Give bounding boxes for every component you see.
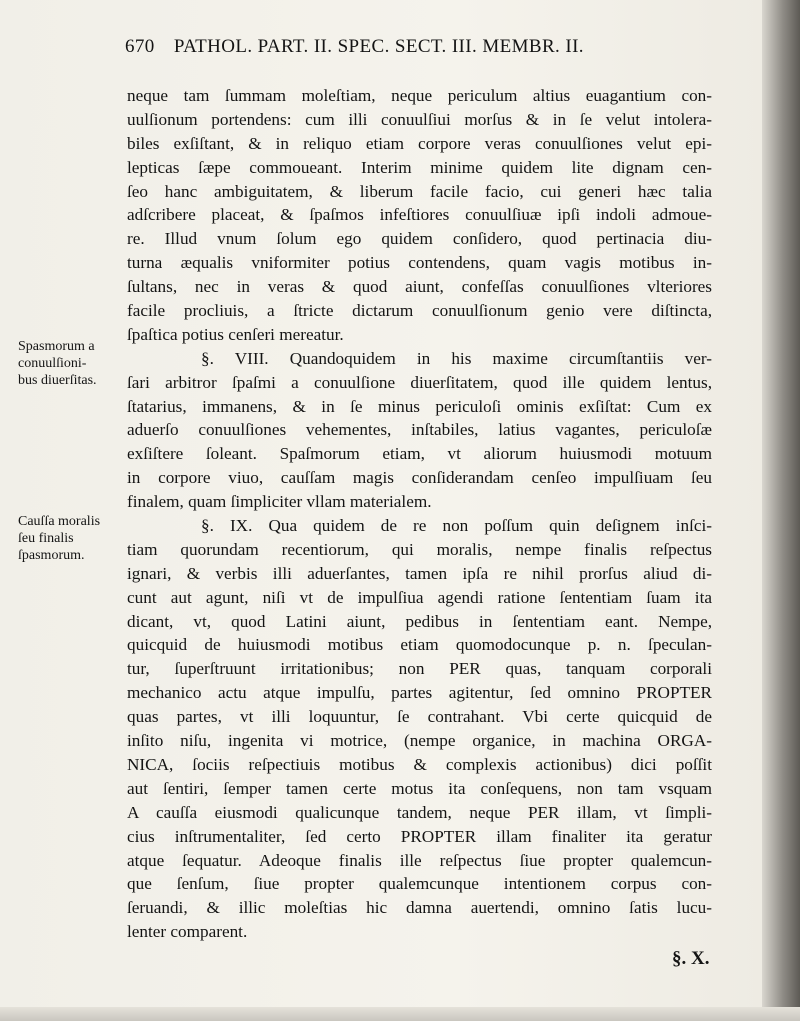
margin-note-line: Spasmorum a [18,339,95,354]
text-line: turna æqualis vniformiter potius contendens, quam vagis motibus in- [127,253,712,273]
text-line: uulſionum portendens: cum illi conuulſiui morſus & in ſe velut intolera- [127,109,712,129]
text-line: ſtatarius, immanens, & in ſe minus periculoſi ominis exſiſtat: Cum ex [127,396,712,416]
section-heading-line: §. VIII. Quandoquidem in his maxime circumſtantiis ver- [201,348,712,368]
text-line: ſari arbitror ſpaſmi a conuulſione diuerſitatem, quod ille quidem lentus, [127,372,712,392]
page-bottom-edge [0,1007,800,1021]
text-line: ſeo hanc ambiguitatem, & liberum facile facio, cui generi hæc talia [127,181,712,201]
body-text [127,84,712,944]
running-head [125,36,725,58]
text-line: aut ſentiri, ſemper tamen certe motus ita conſequens, non tam vsquam [127,778,712,798]
text-line: cius inſtrumentaliter, ſed certo PROPTER illam finaliter ita geratur [127,826,712,846]
section-heading-line: §. IX. Qua quidem de re non poſſum quin deſignem inſci- [201,516,712,536]
text-line: cunt aut agunt, niſi vt de impulſiua agendi ratione ſententiam ſuam ita [127,587,712,607]
text-line: lepticas ſæpe commoueant. Interim minime quidem lite dignam cen- [127,157,712,177]
text-line: adſcribere placeat, & ſpaſmos infeſtiores conuulſiuæ ipſi indoli admoue- [127,205,712,225]
margin-note-line: conuulſioni- [18,356,87,371]
text-line: lenter comparent. [127,922,248,942]
text-line: NICA, ſociis reſpectiuis motibus & complexis actionibus) dici poſſit [127,754,712,774]
page-number: 670 [125,36,155,57]
text-line: quas partes, vt illi loquuntur, ſe contrahant. Vbi certe quicquid de [127,707,712,727]
text-line: inſito niſu, ingenita vi motrice, (nempe organice, in machina ORGA- [127,731,712,751]
catchword: §. X. [672,948,710,969]
margin-note-line: bus diuerſitas. [18,373,97,388]
text-line: ſultans, nec in veras & quod aiunt, confeſſas conuulſiones vlteriores [127,277,712,297]
running-head-title: PATHOL. PART. II. SPEC. SECT. III. MEMBR. II. [173,36,584,57]
text-line: ſpaſtica potius cenſeri mereatur. [127,324,344,344]
margin-note-line: ſeu finalis [18,531,74,546]
text-line: dicant, vt, quod Latini aiunt, pedibus in ſententiam eant. Nempe, [127,611,712,631]
margin-note-caussa [18,513,128,564]
text-line: tiam quorundam recentiorum, qui moralis, nempe finalis reſpectus [127,539,712,559]
text-line: A cauſſa eiusmodi qualicunque tandem, neque PER illam, vt ſimpli- [127,802,712,822]
text-line: finalem, quam ſimpliciter vllam materialem. [127,492,432,512]
text-line: facile procliuis, a ſtricte dictarum conuulſionum genio vere diſtincta, [127,301,712,321]
text-line: ignari, & verbis illi aduerſantes, tamen ipſa re nihil prorſus aliud di- [127,563,712,583]
text-line: aduerſo conuulſiones vehementes, inſtabiles, latius vagantes, periculoſæ [127,420,712,440]
text-line: mechanico actu atque impulſu, partes agitentur, ſed omnino PROPTER [127,683,712,703]
text-line: biles exſiſtant, & in reliquo etiam corpore veras conuulſiones velut epi- [127,133,712,153]
text-line: in corpore viuo, cauſſam magis conſiderandam cenſeo impulſiuam ſeu [127,468,712,488]
text-line: ſeruandi, & illic moleſtias hic damna auertendi, omnino ſatis lucu- [127,898,712,918]
text-line: que ſenſum, ſiue propter qualemcunque intentionem corpus con- [127,874,712,894]
page-edge-shadow [762,0,800,1021]
margin-note-line: ſpasmorum. [18,548,85,563]
text-line: neque tam ſummam moleſtiam, neque periculum altius euagantium con- [127,86,712,105]
text-line: atque ſequatur. Adeoque finalis ille reſpectus ſiue propter qualemcun- [127,850,712,870]
margin-note-spasmorum [18,338,128,389]
margin-note-line: Cauſſa moralis [18,514,101,529]
text-line: quicquid de huiusmodi motibus etiam quomodocunque p. n. ſpeculan- [127,635,712,655]
text-line: exſiſtere ſoleant. Spaſmorum etiam, vt aliorum huiusmodi motuum [127,444,712,464]
text-line: tur, ſuperſtruunt irritationibus; non PER quas, tanquam corporali [127,659,712,679]
text-line: re. Illud vnum ſolum ego quidem conſidero, quod pertinacia diu- [127,229,712,249]
